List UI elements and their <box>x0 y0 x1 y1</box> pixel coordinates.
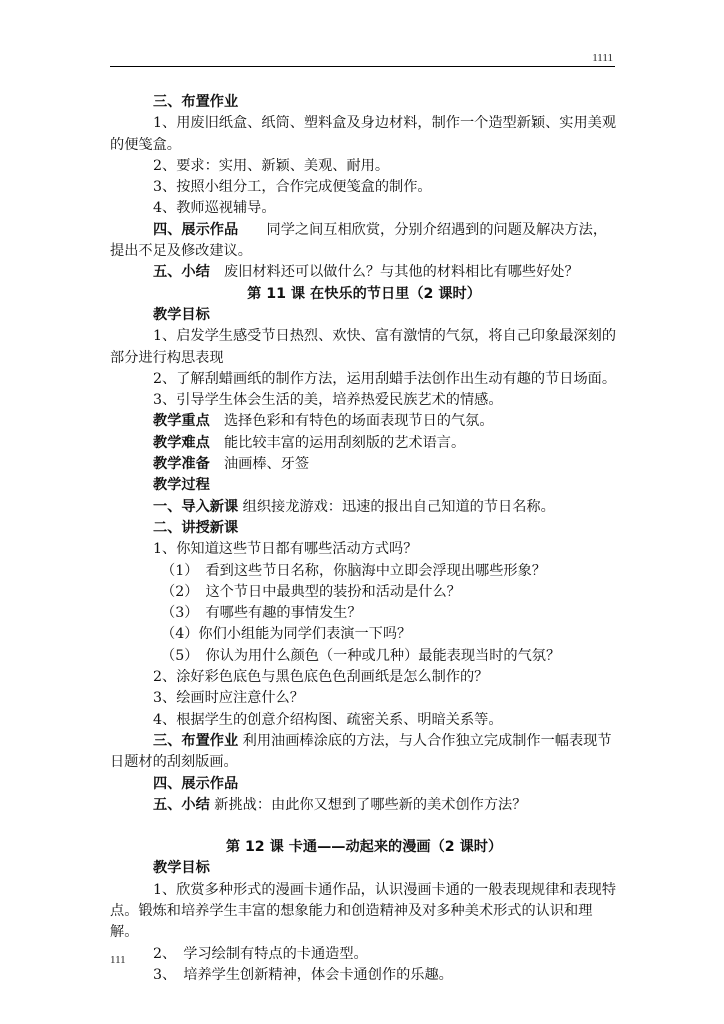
sub-question: （1） 看到这些节日名称，你脑海中立即会浮现出哪些形象？ <box>161 562 546 579</box>
document-body <box>110 92 618 986</box>
section-heading: 教学目标 <box>153 860 210 877</box>
header-page-number: 1111 <box>592 52 613 64</box>
section-heading: 教学过程 <box>153 477 210 494</box>
sub-question: （3） 有哪些有趣的事情发生？ <box>161 605 362 622</box>
paragraph <box>110 497 618 518</box>
inline-heading: 一、导入新课 <box>153 498 239 515</box>
paragraph: 3、 培养学生创新精神，体会卡通创作的乐趣。 <box>153 966 453 983</box>
paragraph: 1、用废旧纸盒、纸筒、塑料盒及身边材料，制作一个造型新颖、实用美观的便笺盒。 <box>110 115 617 153</box>
paragraph <box>110 411 618 432</box>
sub-question: （4）你们小组能为同学们表演一下吗？ <box>161 626 412 643</box>
lesson-title: 第 11 课 在快乐的节日里（2 课时） <box>247 285 481 302</box>
inline-text: 油画棒、牙签 <box>209 456 310 473</box>
footer-page-number: 111 <box>110 954 126 966</box>
inline-text: 组织接龙游戏：迅速的报出自己知道的节日名称。 <box>238 498 555 515</box>
paragraph: 4、教师巡视辅导。 <box>153 200 276 217</box>
inline-text: 能比较丰富的运用刮刻版的艺术语言。 <box>209 434 466 451</box>
inline-text: 新挑战：由此你又想到了哪些新的美术创作方法？ <box>209 796 527 813</box>
paragraph <box>110 220 618 263</box>
inline-text: 同学之间互相欣赏，分别介绍遇到的问题及解决方法，提出不足及修改建议。 <box>110 221 608 260</box>
section-heading: 四、展示作品 <box>153 775 239 792</box>
sub-question: （5） 你认为用什么颜色（一种或几种）最能表现当时的气氛？ <box>161 647 561 664</box>
paragraph: 1、你知道这些节日都有哪些活动方式吗？ <box>153 541 418 558</box>
paragraph <box>110 433 618 454</box>
sub-question: （2） 这个节日中最典型的装扮和活动是什么？ <box>161 583 461 600</box>
paragraph: 1、欣赏多种形式的漫画卡通作品，认识漫画卡通的一般表现规律和表现特点。锻炼和培养学生丰富的想象能力和创造精神及对多种美术形式的认识和理解。 <box>110 881 617 941</box>
paragraph: 1、启发学生感受节日热烈、欢快、富有激情的气氛，将自己印象最深刻的部分进行构思表现 <box>110 328 617 366</box>
paragraph: 4、根据学生的创意介绍构图、疏密关系、明暗关系等。 <box>153 711 503 728</box>
inline-text: 废旧材料还可以做什么？与其他的材料相比有哪些好处？ <box>209 264 579 281</box>
paragraph: 2、 学习绘制有特点的卡通造型。 <box>153 945 368 962</box>
inline-text: 选择色彩和有特色的场面表现节日的气氛。 <box>209 413 494 430</box>
section-heading: 三、布置作业 <box>153 94 239 110</box>
paragraph <box>110 795 618 816</box>
paragraph: 2、要求：实用、新颖、美观、耐用。 <box>153 157 390 174</box>
paragraph <box>110 454 618 475</box>
inline-heading: 五、小结 <box>153 796 210 813</box>
inline-heading: 教学重点 <box>153 413 210 430</box>
inline-heading: 教学难点 <box>153 434 210 451</box>
spacer <box>110 816 618 837</box>
inline-heading: 三、布置作业 <box>153 732 239 749</box>
section-heading: 二、讲授新课 <box>153 519 239 536</box>
paragraph: 3、按照小组分工，合作完成便笺盒的制作。 <box>153 179 432 196</box>
lesson-title: 第 12 课 卡通——动起来的漫画（2 课时） <box>225 839 503 856</box>
paragraph <box>110 262 618 283</box>
section-heading: 教学目标 <box>153 306 210 323</box>
header-rule <box>110 66 615 67</box>
inline-heading: 五、小结 <box>153 264 210 281</box>
inline-heading: 教学准备 <box>153 456 210 473</box>
inline-text: 利用油画棒涂底的方法，与人合作独立完成制作一幅表现节日题材的刮刻版画。 <box>110 732 612 771</box>
paragraph: 2、涂好彩色底色与黑色底色色刮画纸是怎么制作的？ <box>153 669 489 686</box>
paragraph: 3、绘画时应注意什么？ <box>153 690 304 707</box>
paragraph: 3、引导学生体会生活的美，培养热爱民族艺术的情感。 <box>153 392 503 409</box>
inline-heading: 四、展示作品 <box>153 221 239 238</box>
paragraph <box>110 731 618 774</box>
paragraph: 2、了解刮蜡画纸的制作方法，运用刮蜡手法创作出生动有趣的节日场面。 <box>153 370 617 387</box>
